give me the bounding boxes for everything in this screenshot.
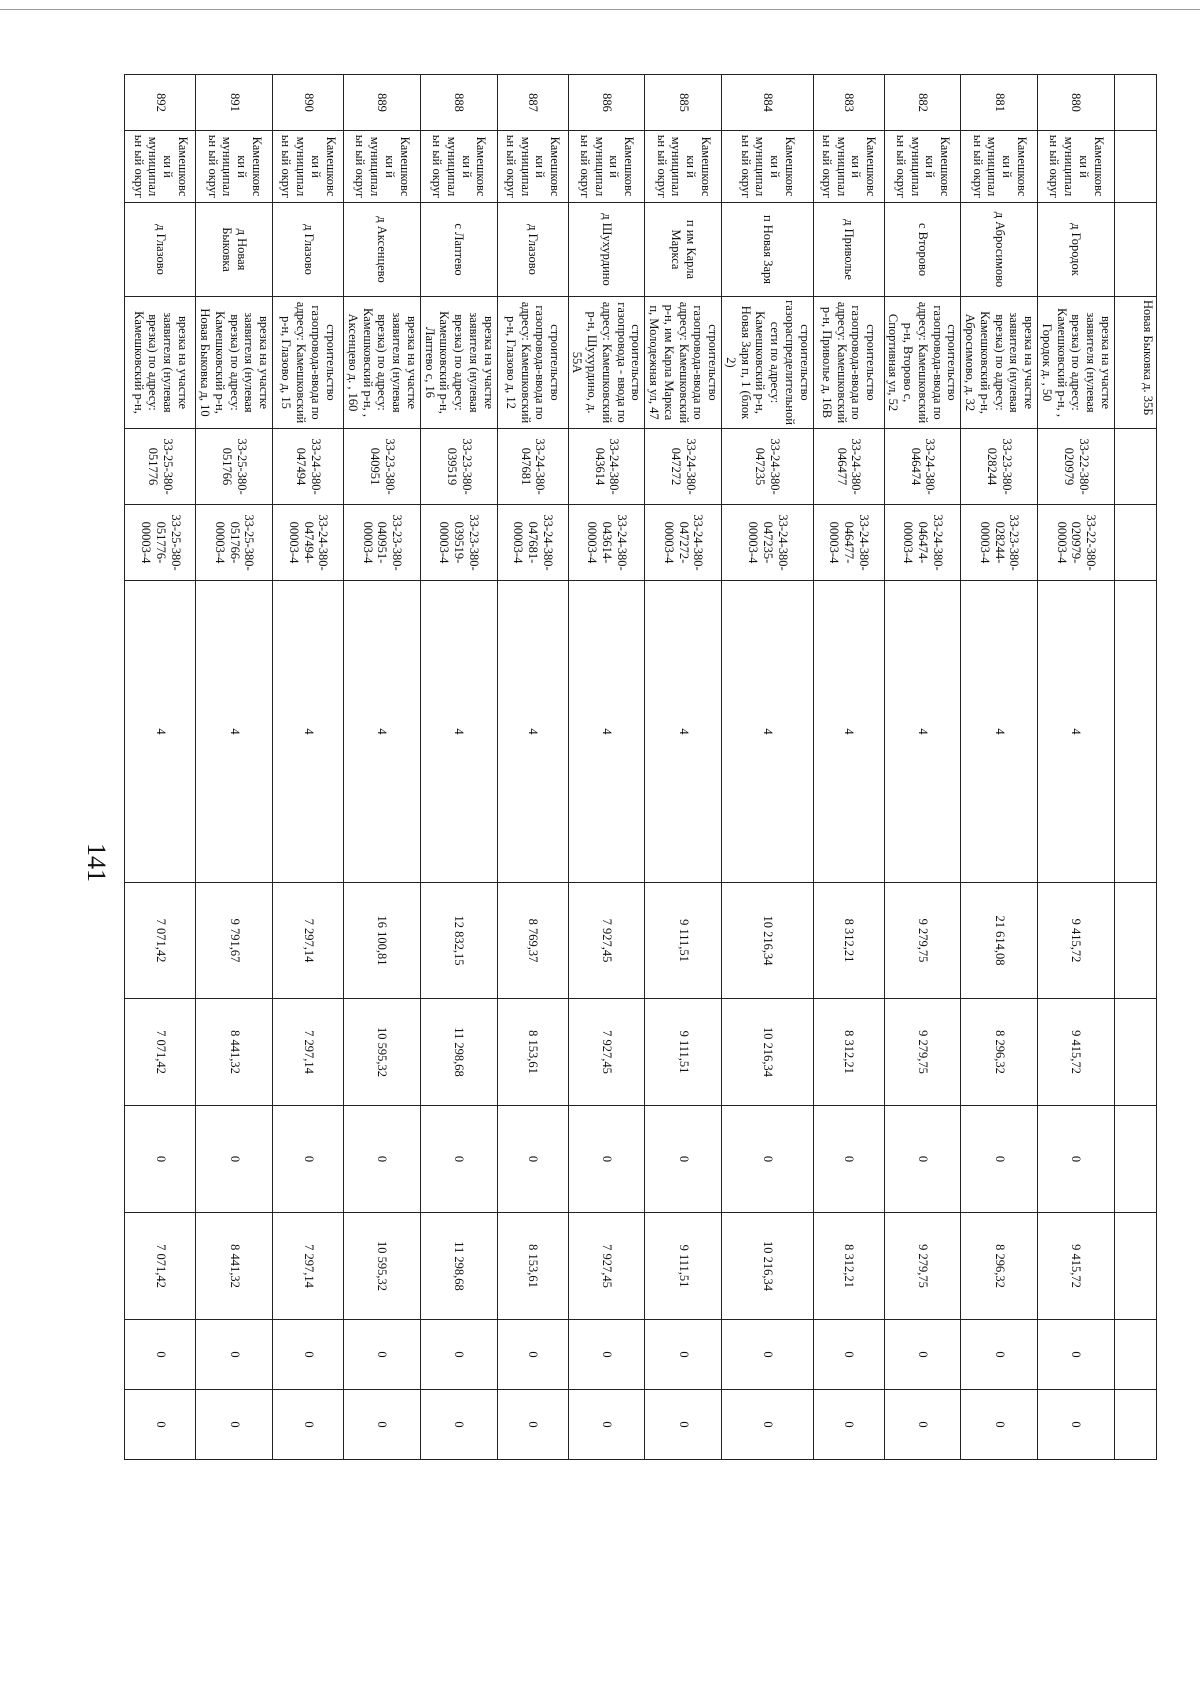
cost-value-3-cell: 7 071,42 <box>125 1213 196 1320</box>
cost-value-3-cell: 8 296,32 <box>961 1213 1038 1320</box>
cost-value-2-cell: 0 <box>568 1106 645 1213</box>
locality-cell: д Шухурдино <box>568 203 645 297</box>
total-cost-cell: 10 216,34 <box>722 883 814 999</box>
cost-value-2-cell: 0 <box>1038 1106 1115 1213</box>
cost-value-3-cell: 8 153,61 <box>497 1213 568 1320</box>
total-cost-cell: 7 297,14 <box>273 883 344 999</box>
table-body <box>125 75 1157 1460</box>
cost-value-3-cell: 7 927,45 <box>568 1213 645 1320</box>
total-cost-cell: 9 415,72 <box>1038 883 1115 999</box>
contract-number-cell: 33-24-380-047681-00003-4 <box>497 505 568 581</box>
header-cell-empty <box>1115 505 1157 581</box>
total-cost-cell: 7 071,42 <box>125 883 196 999</box>
table-row <box>722 75 814 1460</box>
cost-value-2-cell: 0 <box>884 1106 961 1213</box>
application-number-cell: 33-24-380-046474 <box>884 429 961 505</box>
row-number-cell: 891 <box>196 75 273 131</box>
district-cell: Камешковски й муниципальн ый округ <box>273 131 344 203</box>
cost-value-2-cell: 0 <box>421 1106 498 1213</box>
category-cell: 4 <box>421 581 498 883</box>
cost-value-5-cell: 0 <box>1038 1390 1115 1460</box>
locality-cell: п Новая Заря <box>722 203 814 297</box>
category-cell: 4 <box>884 581 961 883</box>
locality-cell: д Глазово <box>273 203 344 297</box>
work-description-cell: врезка на участке заявителя (нулевая врезка) по адресу: Камешковский р-н, , Аксенцево д. , 160 <box>344 297 421 429</box>
table-row <box>645 75 722 1460</box>
cost-value-1-cell: 7 927,45 <box>568 999 645 1106</box>
cost-value-4-cell: 0 <box>645 1320 722 1390</box>
header-cell-empty <box>1115 999 1157 1106</box>
application-number-cell: 33-24-380-043614 <box>568 429 645 505</box>
cost-value-1-cell: 9 279,75 <box>884 999 961 1106</box>
cost-value-1-cell: 7 071,42 <box>125 999 196 1106</box>
cost-value-1-cell: 8 441,32 <box>196 999 273 1106</box>
contract-number-cell: 33-24-380-046477-00003-4 <box>813 505 884 581</box>
district-cell: Камешковски й муниципальн ый округ <box>884 131 961 203</box>
cost-value-4-cell: 0 <box>568 1320 645 1390</box>
total-cost-cell: 7 927,45 <box>568 883 645 999</box>
district-cell: Камешковски й муниципальн ый округ <box>961 131 1038 203</box>
cost-value-4-cell: 0 <box>497 1320 568 1390</box>
work-description-cell: строительство газораспределительной сети по адресу: Камешковский р-н, Новая Заря п, 1 (блок 2) <box>722 297 814 429</box>
cost-value-4-cell: 0 <box>961 1320 1038 1390</box>
contract-number-cell: 33-25-380-051766-00003-4 <box>196 505 273 581</box>
locality-cell: д Абросимово <box>961 203 1038 297</box>
locality-cell: д Новая Быковка <box>196 203 273 297</box>
cost-value-3-cell: 8 312,21 <box>813 1213 884 1320</box>
contract-number-cell: 33-24-380-046474-00003-4 <box>884 505 961 581</box>
cost-value-5-cell: 0 <box>196 1390 273 1460</box>
cost-value-5-cell: 0 <box>421 1390 498 1460</box>
table-row <box>497 75 568 1460</box>
cost-value-2-cell: 0 <box>961 1106 1038 1213</box>
application-number-cell: 33-25-380-051776 <box>125 429 196 505</box>
district-cell: Камешковски й муниципальн ый округ <box>196 131 273 203</box>
contract-number-cell: 33-23-380-040951-00003-4 <box>344 505 421 581</box>
locality-cell: д Приволье <box>813 203 884 297</box>
page-number: 141 <box>82 843 111 882</box>
cost-value-2-cell: 0 <box>196 1106 273 1213</box>
application-number-cell: 33-23-380-028244 <box>961 429 1038 505</box>
district-cell: Камешковски й муниципальн ый округ <box>722 131 814 203</box>
cost-value-3-cell: 9 415,72 <box>1038 1213 1115 1320</box>
row-number-cell: 887 <box>497 75 568 131</box>
cost-value-4-cell: 0 <box>344 1320 421 1390</box>
cost-value-1-cell: 11 298,68 <box>421 999 498 1106</box>
cost-value-5-cell: 0 <box>884 1390 961 1460</box>
category-cell: 4 <box>273 581 344 883</box>
header-cell-empty <box>1115 1213 1157 1320</box>
category-cell: 4 <box>722 581 814 883</box>
table-row <box>421 75 498 1460</box>
application-number-cell: 33-24-380-047235 <box>722 429 814 505</box>
district-cell: Камешковски й муниципальн ый округ <box>1038 131 1115 203</box>
cost-value-3-cell: 11 298,68 <box>421 1213 498 1320</box>
cost-value-5-cell: 0 <box>568 1390 645 1460</box>
cost-value-1-cell: 7 297,14 <box>273 999 344 1106</box>
row-number-cell: 890 <box>273 75 344 131</box>
district-cell: Камешковски й муниципальн ый округ <box>421 131 498 203</box>
category-cell: 4 <box>497 581 568 883</box>
category-cell: 4 <box>196 581 273 883</box>
cost-value-5-cell: 0 <box>813 1390 884 1460</box>
work-description-cell: строительство газопровода-ввода по адресу: Камешковский р-н, Глазово д, 12 <box>497 297 568 429</box>
cost-value-3-cell: 7 297,14 <box>273 1213 344 1320</box>
category-cell: 4 <box>645 581 722 883</box>
application-number-cell: 33-24-380-047272 <box>645 429 722 505</box>
cost-value-5-cell: 0 <box>961 1390 1038 1460</box>
row-number-cell: 888 <box>421 75 498 131</box>
contract-number-cell: 33-24-380-047272-00003-4 <box>645 505 722 581</box>
cost-value-2-cell: 0 <box>344 1106 421 1213</box>
contract-number-cell: 33-25-380-051776-00003-4 <box>125 505 196 581</box>
category-cell: 4 <box>344 581 421 883</box>
cost-value-4-cell: 0 <box>813 1320 884 1390</box>
work-description-cell: врезка на участке заявителя (нулевая врезка) по адресу: Камешковский р-н, , Городок д. , 50 <box>1038 297 1115 429</box>
locality-cell: д Городок <box>1038 203 1115 297</box>
table-row <box>273 75 344 1460</box>
work-description-cell: врезка на участке заявителя (нулевая врезка) по адресу: Камешковский р-н, Абросимово, д. 32 <box>961 297 1038 429</box>
cost-value-3-cell: 10 216,34 <box>722 1213 814 1320</box>
header-cell-empty <box>1115 1320 1157 1390</box>
cost-value-4-cell: 0 <box>125 1320 196 1390</box>
table-header-row <box>1115 75 1157 1460</box>
total-cost-cell: 8 769,37 <box>497 883 568 999</box>
cost-value-3-cell: 8 441,32 <box>196 1213 273 1320</box>
header-cell-empty <box>1115 131 1157 203</box>
application-number-cell: 33-24-380-047681 <box>497 429 568 505</box>
table-row <box>344 75 421 1460</box>
header-cell-empty <box>1115 1106 1157 1213</box>
row-number-cell: 886 <box>568 75 645 131</box>
category-cell: 4 <box>961 581 1038 883</box>
district-cell: Камешковски й муниципальн ый округ <box>568 131 645 203</box>
locality-cell: д Глазово <box>125 203 196 297</box>
row-number-cell: 883 <box>813 75 884 131</box>
cost-value-2-cell: 0 <box>722 1106 814 1213</box>
cost-value-1-cell: 10 216,34 <box>722 999 814 1106</box>
work-description-cell: строительство газопровода-ввода по адресу: Камешковский р-н, Глазово д, 15 <box>273 297 344 429</box>
connection-costs-table <box>125 74 1158 1460</box>
row-number-cell: 880 <box>1038 75 1115 131</box>
table-row <box>196 75 273 1460</box>
locality-cell: д Аксенцево <box>344 203 421 297</box>
contract-number-cell: 33-24-380-047235-00003-4 <box>722 505 814 581</box>
district-cell: Камешковски й муниципальн ый округ <box>344 131 421 203</box>
header-cell-empty <box>1115 1390 1157 1460</box>
category-cell: 4 <box>568 581 645 883</box>
cost-value-5-cell: 0 <box>497 1390 568 1460</box>
cost-value-5-cell: 0 <box>273 1390 344 1460</box>
locality-cell: д Глазово <box>497 203 568 297</box>
rotated-table-container <box>131 74 1157 1459</box>
locality-cell: с Второво <box>884 203 961 297</box>
cost-value-4-cell: 0 <box>1038 1320 1115 1390</box>
application-number-cell: 33-23-380-039519 <box>421 429 498 505</box>
cost-value-2-cell: 0 <box>497 1106 568 1213</box>
row-number-cell: 889 <box>344 75 421 131</box>
total-cost-cell: 21 614,08 <box>961 883 1038 999</box>
cost-value-2-cell: 0 <box>273 1106 344 1213</box>
contract-number-cell: 33-22-380-020979-00003-4 <box>1038 505 1115 581</box>
application-number-cell: 33-24-380-047494 <box>273 429 344 505</box>
cost-value-3-cell: 9 111,51 <box>645 1213 722 1320</box>
cost-value-2-cell: 0 <box>813 1106 884 1213</box>
cost-value-2-cell: 0 <box>645 1106 722 1213</box>
cost-value-1-cell: 8 153,61 <box>497 999 568 1106</box>
cost-value-2-cell: 0 <box>125 1106 196 1213</box>
row-number-cell: 881 <box>961 75 1038 131</box>
cost-value-5-cell: 0 <box>645 1390 722 1460</box>
total-cost-cell: 8 312,21 <box>813 883 884 999</box>
total-cost-cell: 9 279,75 <box>884 883 961 999</box>
table-row <box>125 75 196 1460</box>
table-row <box>568 75 645 1460</box>
scan-edge-line <box>0 9 1200 10</box>
cost-value-4-cell: 0 <box>722 1320 814 1390</box>
cost-value-5-cell: 0 <box>344 1390 421 1460</box>
district-cell: Камешковски й муниципальн ый округ <box>125 131 196 203</box>
locality-cell: с Лаптево <box>421 203 498 297</box>
header-cell-empty <box>1115 203 1157 297</box>
category-cell: 4 <box>125 581 196 883</box>
cost-value-4-cell: 0 <box>884 1320 961 1390</box>
contract-number-cell: 33-23-380-028244-00003-4 <box>961 505 1038 581</box>
total-cost-cell: 9 111,51 <box>645 883 722 999</box>
row-number-cell: 892 <box>125 75 196 131</box>
table-row <box>961 75 1038 1460</box>
application-number-cell: 33-22-380-020979 <box>1038 429 1115 505</box>
table-row <box>813 75 884 1460</box>
cost-value-4-cell: 0 <box>421 1320 498 1390</box>
cost-value-5-cell: 0 <box>722 1390 814 1460</box>
header-address-fragment: Новая Быковка д. 35Б <box>1115 297 1157 429</box>
header-cell-empty <box>1115 75 1157 131</box>
district-cell: Камешковски й муниципальн ый округ <box>497 131 568 203</box>
work-description-cell: строительство газопровода-ввода по адресу: Камешковский р-н, Второво с, Спортивная ул, 52 <box>884 297 961 429</box>
total-cost-cell: 12 832,15 <box>421 883 498 999</box>
work-description-cell: врезка на участке заявителя (нулевая врезка) по адресу: Камешковский р-н, Новая Быковка д, 10 <box>196 297 273 429</box>
work-description-cell: врезка на участке заявителя (нулевая врезка) по адресу: Камешковский р-н, <box>125 297 196 429</box>
total-cost-cell: 16 100,81 <box>344 883 421 999</box>
contract-number-cell: 33-24-380-043614-00003-4 <box>568 505 645 581</box>
cost-value-3-cell: 10 595,32 <box>344 1213 421 1320</box>
cost-value-3-cell: 9 279,75 <box>884 1213 961 1320</box>
work-description-cell: строительство газопровода-ввода по адресу: Камешковский р-н, им Карла Маркса п, Молодежная ул, 47 <box>645 297 722 429</box>
work-description-cell: врезка на участке заявителя (нулевая врезка) по адресу: Камешковский р-н, Лаптево с, 16 <box>421 297 498 429</box>
contract-number-cell: 33-24-380-047494-00003-4 <box>273 505 344 581</box>
total-cost-cell: 9 791,67 <box>196 883 273 999</box>
work-description-cell: строительство газопровода-ввода по адресу: Камешковский р-н, Приволье д, 16В <box>813 297 884 429</box>
header-cell-empty <box>1115 883 1157 999</box>
locality-cell: п им Карла Маркса <box>645 203 722 297</box>
category-cell: 4 <box>1038 581 1115 883</box>
work-description-cell: строительство газопровода - ввода по адресу: Камешковский р-н, Шухурдино, д. 55А <box>568 297 645 429</box>
cost-value-4-cell: 0 <box>273 1320 344 1390</box>
district-cell: Камешковски й муниципальн ый округ <box>813 131 884 203</box>
category-cell: 4 <box>813 581 884 883</box>
cost-value-1-cell: 9 111,51 <box>645 999 722 1106</box>
cost-value-4-cell: 0 <box>196 1320 273 1390</box>
application-number-cell: 33-25-380-051766 <box>196 429 273 505</box>
header-cell-empty <box>1115 429 1157 505</box>
table-row <box>1038 75 1115 1460</box>
application-number-cell: 33-23-380-040951 <box>344 429 421 505</box>
cost-value-1-cell: 10 595,32 <box>344 999 421 1106</box>
cost-value-1-cell: 8 296,32 <box>961 999 1038 1106</box>
row-number-cell: 885 <box>645 75 722 131</box>
contract-number-cell: 33-23-380-039519-00003-4 <box>421 505 498 581</box>
row-number-cell: 884 <box>722 75 814 131</box>
row-number-cell: 882 <box>884 75 961 131</box>
cost-value-5-cell: 0 <box>125 1390 196 1460</box>
cost-value-1-cell: 9 415,72 <box>1038 999 1115 1106</box>
district-cell: Камешковски й муниципальн ый округ <box>645 131 722 203</box>
application-number-cell: 33-24-380-046477 <box>813 429 884 505</box>
cost-value-1-cell: 8 312,21 <box>813 999 884 1106</box>
table-row <box>884 75 961 1460</box>
header-cell-empty <box>1115 581 1157 883</box>
